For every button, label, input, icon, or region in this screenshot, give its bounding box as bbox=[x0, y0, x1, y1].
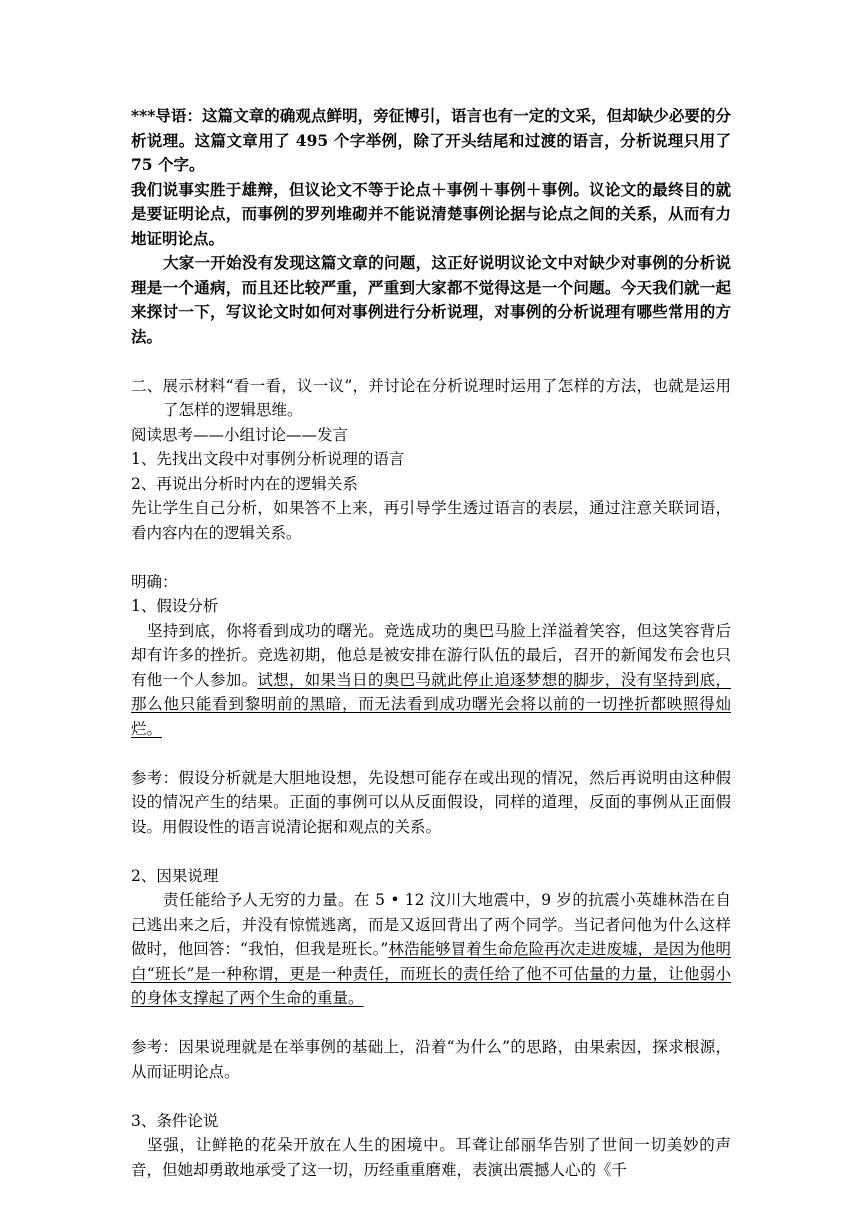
method-2-analysis: 林浩能够冒着生命危险再次走进废墟，是因为他明白“班长”是一种称谓，更是一种责任，而班长的责任给了他不可估量的力量，让他弱小的身体支撑起了两个生命的重量。 bbox=[131, 940, 731, 1007]
method-2-reference: 参考：因果说理就是在举事例的基础上，沿着“为什么”的思路，由果索因，探求根源，从而证明论点。 bbox=[131, 1038, 731, 1081]
intro-paragraph-1: ***导语：这篇文章的确观点鲜明，旁征博引，语言也有一定的文采，但却缺少必要的分析说理。这篇文章用了 495 个字举例，除了开头结尾和过渡的语言，分析说理只用了 75 个字。 bbox=[131, 106, 731, 174]
method-3-example: 坚强，让鲜艳的花朵开放在人生的困境中。耳聋让邰丽华告别了世间一切美妙的声音，但她却勇敢地承受了这一切，历经重重磨难，表演出震撼人心的《千 bbox=[131, 1136, 731, 1179]
blank-line bbox=[131, 1084, 731, 1109]
blank-line bbox=[131, 839, 731, 864]
step-2: 2、再说出分析时内在的逻辑关系 bbox=[131, 474, 358, 493]
document-page bbox=[131, 104, 731, 1182]
intro-paragraph-2: 我们说事实胜于雄辩，但议论文不等于论点＋事例＋事例＋事例。议论文的最终目的就是要证明论点，而事例的罗列堆砌并不能说清楚事例论据与论点之间的关系，从而有力地证明论点。 bbox=[131, 179, 731, 248]
method-1-analysis: 试想，如果当日的奥巴马就此停止追逐梦想的脚步，没有坚持到底，那么他只能看到黎明前的黑暗，而无法看到成功曙光会将以前的一切挫折都映照得灿烂。 bbox=[131, 670, 731, 738]
method-1-text: 坚持到底，你将看到成功的曙光。竞选成功的奥巴马脸上洋溢着笑容，但这笑容背后却有许多的挫折。竞选初期，他总是被安排在游行队伍的最后，召开的新闻发布会也只有他一个人参加。 bbox=[131, 621, 731, 689]
blank-line bbox=[131, 545, 731, 570]
step-1: 1、先找出文段中对事例分析说理的语言 bbox=[131, 450, 405, 468]
blank-line bbox=[131, 349, 731, 374]
method-3-title: 3、条件论说 bbox=[131, 1111, 219, 1130]
method-2-example bbox=[131, 888, 731, 1011]
method-1-reference: 参考：假设分析就是大胆地设想，先设想可能存在或出现的情况，然后再说明由这种假设的情况产生的结果。正面的事例可以从反面假设，同样的道理，反面的事例从正面假设。用假设性的语言说清论据和观点的关系。 bbox=[131, 768, 731, 836]
process-line: 阅读思考——小组讨论——发言 bbox=[131, 425, 349, 444]
intro-paragraph-3: 大家一开始没有发现这篇文章的问题，这正好说明议论文中对缺少对事例的分析说理是一个通病，而且还比较严重，严重到大家都不觉得这是一个问题。今天我们就一起来探讨一下，写议论文时如何对事例进行分析说理，对事例的分析说理有哪些常用的方法。 bbox=[131, 253, 731, 346]
method-1-title: 1、假设分析 bbox=[131, 597, 219, 615]
clarify-label: 明确： bbox=[131, 572, 178, 591]
blank-line bbox=[131, 1011, 731, 1036]
section-heading: 二、展示材料“看一看，议一议”，并讨论在分析说理时运用了怎样的方法，也就是运用了怎样的逻辑思维。 bbox=[131, 376, 731, 419]
blank-line bbox=[131, 741, 731, 766]
method-2-title: 2、因果说理 bbox=[131, 866, 219, 885]
teacher-guide: 先让学生自己分析，如果答不上来，再引导学生透过语言的表层，通过注意关联词语，看内容内在的逻辑关系。 bbox=[131, 499, 731, 542]
method-1-example bbox=[131, 619, 731, 742]
method-2-text: 责任能给予人无穷的力量。在 5 • 12 汶川大地震中，9 岁的抗震小英雄林浩在自己逃出来之后，并没有惊慌逃离，而是又返回背出了两个同学。当记者问他为什么这样做时，他回答：“我怕，但我是班长。” bbox=[131, 891, 731, 958]
